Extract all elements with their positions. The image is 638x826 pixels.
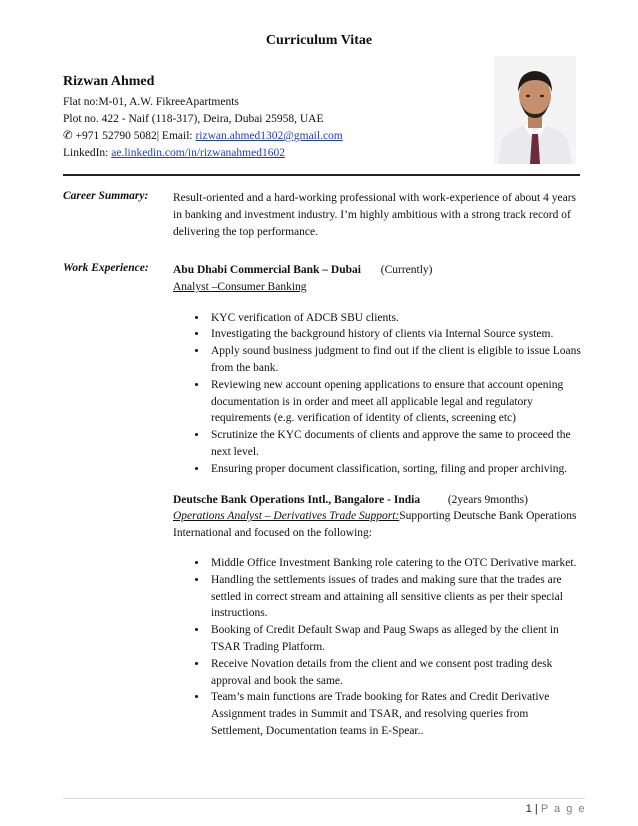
list-item: • Investigating the background history of clients via Internal Source system. [208,326,583,343]
page-word: P a g e [540,803,586,815]
linkedin-line [63,145,343,162]
job-duties-list [173,555,583,740]
career-summary-label: Career Summary: [63,190,149,202]
document-title: Curriculum Vitae [265,33,373,48]
list-item: • Booking of Credit Default Swap and Paug Swaps as alleged by the client in TSAR Trading Platform. [208,622,583,656]
page-number: 1 [525,803,532,815]
footer-divider [63,798,585,799]
job-duties-list [173,310,583,478]
list-item: • Middle Office Investment Banking role catering to the OTC Derivative market. [208,555,583,572]
list-item: • Reviewing new account opening applications to ensure that account opening documentation is in order and meet all applicable legal and regulatory requirements (e.g. verification of identity of clients, screening etc) [208,377,583,427]
job-header [173,492,583,509]
job-entry [173,492,583,740]
company-name: Deutsche Bank Operations Intl., Bangalore - India [173,493,421,506]
contact-block [63,94,343,162]
phone-icon: ✆ [63,130,73,142]
address-line-2: Plot no. 422 - Naif (118-317), Deira, Dubai 25958, UAE [63,113,324,125]
job-role-line [173,508,583,542]
list-item: • Handling the settlements issues of trades and making sure that the trades are settled in correct stream and attaining all sensitive clients as per their special instructions. [208,572,583,622]
profile-photo-illustration [494,56,576,164]
candidate-name: Rizwan Ahmed [63,74,155,89]
company-name: Abu Dhabi Commercial Bank – Dubai [173,264,361,276]
job-role-description: Supporting Deutsche Bank Operations International and focused on the following: [173,510,577,540]
header-divider [63,174,580,176]
page-footer [526,803,586,815]
linkedin-link[interactable]: ae.linkedin.com/in/rizwanahmed1602 [111,147,285,159]
work-experience-section [173,262,583,740]
work-experience-label: Work Experience: [63,262,149,274]
job-role: Analyst –Consumer Banking [173,280,307,293]
career-summary-text: Result-oriented and a hard-working professional with work-experience of about 4 years in banking and investment industry. I’m highly ambitious with a strong track record of delivering the top performance. [173,192,577,238]
job-header [173,262,583,279]
job-entry [173,262,583,478]
phone-text: +971 52790 5082| Email: [75,130,196,142]
list-item: • Apply sound business judgment to find out if the client is eligible to issue Loans from the bank. [208,343,583,377]
list-item: • Team’s main functions are Trade booking for Rates and Credit Derivative Assignment trades in Summit and TSAR, and resolving queries from Settlement, Documentation teams in E-Spear.. [208,689,583,739]
list-item: • Receive Novation details from the client and we consent post trading desk approval and book the same. [208,656,583,690]
job-period: (2years 9months) [447,493,528,506]
list-item: • Ensuring proper document classification, sorting, filing and proper archiving. [208,461,583,478]
page-separator: | [531,803,541,815]
list-item: • KYC verification of ADCB SBU clients. [208,310,583,327]
job-role: Operations Analyst – Derivatives Trade Support: [173,510,400,523]
profile-photo [494,56,576,164]
address-line-1: Flat no:M-01, A.W. FikreeApartments [63,96,239,108]
phone-email-line [63,128,343,145]
job-period: (Currently) [380,264,433,276]
email-link[interactable]: rizwan.ahmed1302@gmail.com [195,130,343,142]
linkedin-label: LinkedIn: [63,147,112,159]
list-item: • Scrutinize the KYC documents of clients and approve the same to proceed the next level. [208,427,583,461]
